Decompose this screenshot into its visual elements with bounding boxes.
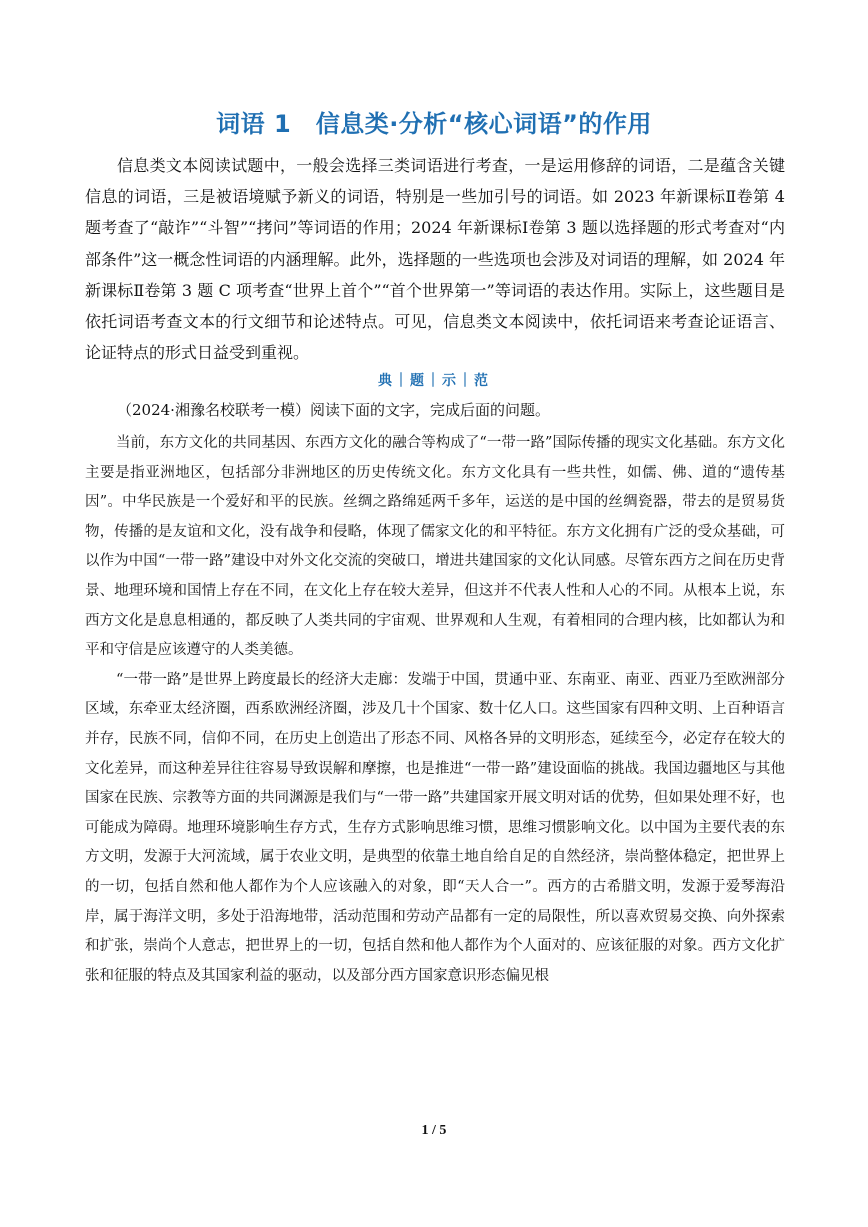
reading-paragraph-2: “一带一路”是世界上跨度最长的经济大走廊：发端于中国，贯通中亚、东南亚、南亚、西亚乃至欧洲部分区域，东牵亚太经济圈，西系欧洲经济圈，涉及几十个国家、数十亿人口。这些国家有四种文明、上百种语言并存，民族不同，信仰不同，在历史上创造出了形态不同、风格各异的文明形态，延续至今，必定存在较大的文化差异，而这种差异往往容易导致误解和摩擦，也是推进“一带一路”建设面临的挑战。我国边疆地区与其他国家在民族、宗教等方面的共同渊源是我们与“一带一路”共建国家开展文明对话的优势，但如果处理不好，也可能成为障碍。地理环境影响生存方式，生存方式影响思维习惯，思维习惯影响文化。以中国为主要代表的东方文明，发源于大河流域，属于农业文明，是典型的依靠土地自给自足的自然经济，崇尚整体稳定，把世界上的一切，包括自然和他人都作为个人应该融入的对象，即“天人合一”。西方的古希腊文明，发源于爱琴海沿岸，属于海洋文明，多处于沿海地带，活动范围和劳动产品都有一定的局限性，所以喜欢贸易交换、向外探索和扩张，崇尚个人意志，把世界上的一切，包括自然和他人都作为个人面对的、应该征服的对象。西方文化扩张和征服的特点及其国家利益的驱动，以及部分西方国家意识形态偏见根 xyxy=(85,671,785,984)
intro-section xyxy=(85,150,785,368)
reading-paragraph-1: 当前，东方文化的共同基因、东西方文化的融合等构成了“一带一路”国际传播的现实文化基础。东方文化主要是指亚洲地区，包括部分非洲地区的历史传统文化。东方文化具有一些共性，如儒、佛、道的“遗传基因”。中华民族是一个爱好和平的民族。丝绸之路绵延两千多年，运送的是中国的丝绸瓷器，带去的是贸易货物，传播的是友谊和文化，没有战争和侵略，体现了儒家文化的和平特征。东方文化拥有广泛的受众基础，可以作为中国“一带一路”建设中对外文化交流的突破口，增进共建国家的文化认同感。尽管东西方之间在历史背景、地理环境和国情上存在不同，在文化上存在较大差异，但这并不代表人性和人心的不同。从根本上说，东西方文化是息息相通的，都反映了人类共同的宇宙观、世界观和人生观，有着相同的合理内核，比如都认为和平和守信是应该遵守的人类美德。 xyxy=(85,435,785,659)
page-number: 1 / 5 xyxy=(421,1123,447,1138)
question-prompt: （2024·湘豫名校联考一模）阅读下面的文字，完成后面的问题。 xyxy=(117,401,550,419)
section-label: 典｜题｜示｜范 xyxy=(378,373,490,389)
reading-passage xyxy=(85,429,785,991)
intro-paragraph: 信息类文本阅读试题中，一般会选择三类词语进行考查，一是运用修辞的词语，二是蕴含关键信息的词语，三是被语境赋予新义的词语，特别是一些加引号的词语。如 2023 年新课标Ⅱ卷第 4 题考查了“敲诈”“斗智”“拷问”等词语的作用；2024 年新课标Ⅰ卷第 3 题以选择题的形式考查对“内部条件”这一概念性词语的内涵理解。此外，选择题的一些选项也会涉及对词语的理解，如 2024 年新课标Ⅱ卷第 3 题 C 项考查“世界上首个”“首个世界第一”等词语的表达作用。实际上，这些题目是依托词语考查文本的行文细节和论述特点。可见，信息类文本阅读中，依托词语来考查论证语言、论证特点的形式日益受到重视。 xyxy=(85,156,785,363)
document-title: 词语 1 信息类·分析“核心词语”的作用 xyxy=(216,110,652,138)
